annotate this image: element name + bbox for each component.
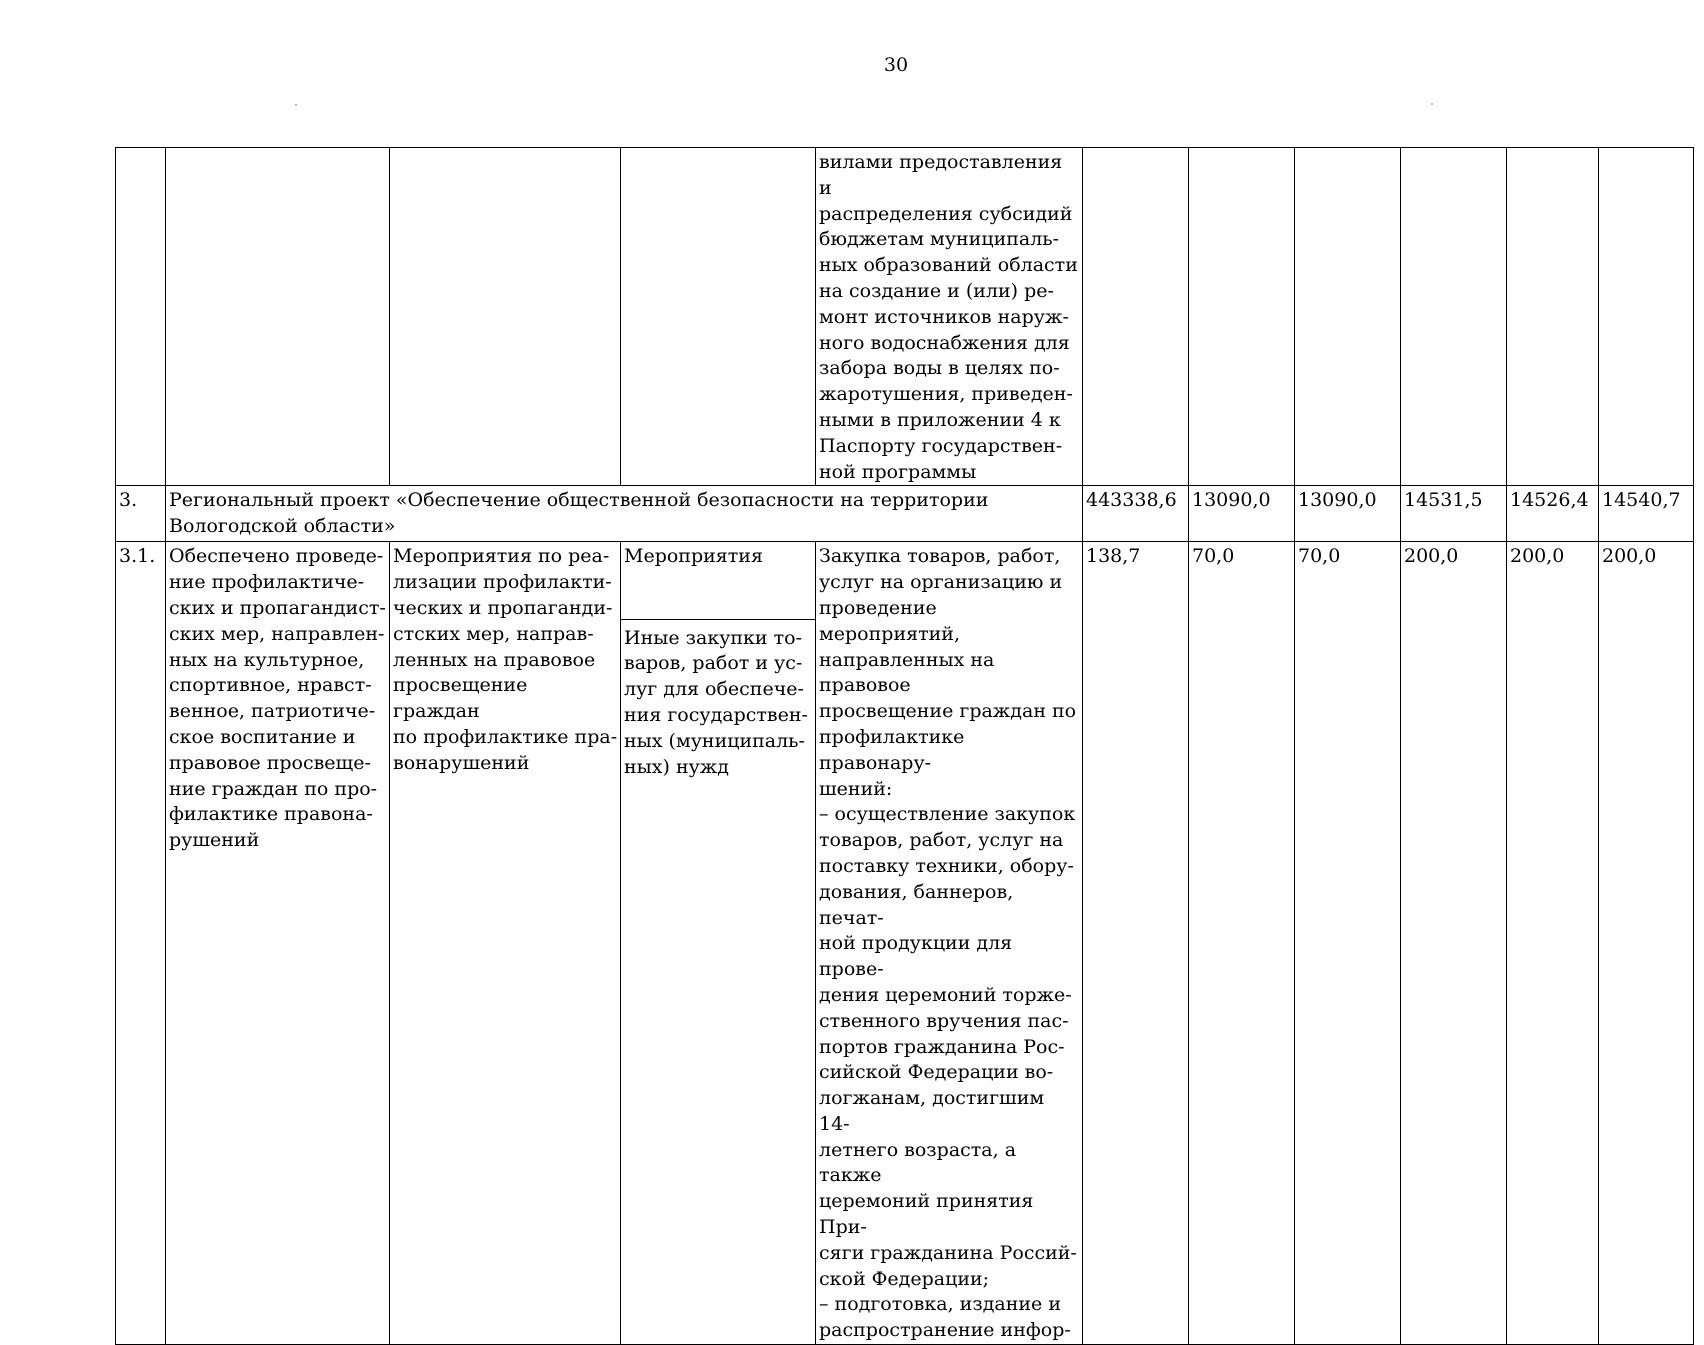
cont-cell-value-3 (1295, 148, 1401, 486)
item-value-3: 70,0 (1295, 542, 1401, 1345)
cont-cell-value-6 (1599, 148, 1694, 486)
item-type-top: Мероприятия (621, 542, 816, 619)
scan-speck (1431, 103, 1433, 105)
item-value-2: 70,0 (1189, 542, 1295, 1345)
cont-cell-value-1 (1083, 148, 1189, 486)
cont-cell-description: вилами предоставления и распределения субсидий бюджетам муниципаль- ных образований области на создание и (или) ре- монт источников наруж- ного водоснабжения для забора воды в целях по- жаротушения, приведен- ными в приложении 4 к Паспорту государствен- ной программы (816, 148, 1083, 486)
project-number: 3. (116, 486, 166, 542)
item-row-top (116, 542, 1694, 619)
page-number: 30 (883, 54, 909, 76)
cont-cell-event (390, 148, 621, 486)
item-result: Обеспечено проведе- ние профилактиче- ских и пропагандист- ских мер, направлен- ных на культурное, спортивное, нравст- венное, патриотиче- ское воспитание и правовое просвеще- ние граждан по про- филактике правона- рушений (166, 542, 390, 1345)
program-table (115, 147, 1694, 1345)
item-value-4: 200,0 (1401, 542, 1507, 1345)
item-value-1: 138,7 (1083, 542, 1189, 1345)
project-value-1: 443338,6 (1083, 486, 1189, 542)
item-number: 3.1. (116, 542, 166, 1345)
cont-cell-value-4 (1401, 148, 1507, 486)
cont-cell-number (116, 148, 166, 486)
cont-cell-result (166, 148, 390, 486)
project-value-6: 14540,7 (1599, 486, 1694, 542)
scan-speck (295, 104, 297, 106)
project-value-5: 14526,4 (1507, 486, 1599, 542)
item-type-bottom: Иные закупки то- варов, работ и ус- луг для обеспече- ния государствен- ных (муниципаль- ных) нужд (621, 619, 816, 1344)
project-title: Региональный проект «Обеспечение общественной безопасности на территории Вологодской области» (166, 486, 1083, 542)
cont-cell-value-5 (1507, 148, 1599, 486)
project-value-3: 13090,0 (1295, 486, 1401, 542)
item-value-5: 200,0 (1507, 542, 1599, 1345)
item-event: Мероприятия по реа- лизации профилакти- ческих и пропаганди- стских мер, направ- ленных на правовое просвещение граждан по профилактике пра- вонарушений (390, 542, 621, 1345)
continuation-row (116, 148, 1694, 486)
item-value-6: 200,0 (1599, 542, 1694, 1345)
project-row (116, 486, 1694, 542)
cont-cell-value-2 (1189, 148, 1295, 486)
project-value-2: 13090,0 (1189, 486, 1295, 542)
cont-cell-type (621, 148, 816, 486)
project-value-4: 14531,5 (1401, 486, 1507, 542)
item-description: Закупка товаров, работ, услуг на организацию и проведение мероприятий, направленных на правовое просвещение граждан по профилактике правонару- шений: – осуществление закупок товаров, работ, услуг на поставку техники, обору- дования, баннеров, печат- ной продукции для прове- дения церемоний торже- ственного вручения пас- портов гражданина Рос- сийской Федерации во- логжанам, достигшим 14- летнего возраста, а также церемоний принятия При- сяги гражданина Россий- ской Федерации; – подготовка, издание и распространение инфор- (816, 542, 1083, 1345)
